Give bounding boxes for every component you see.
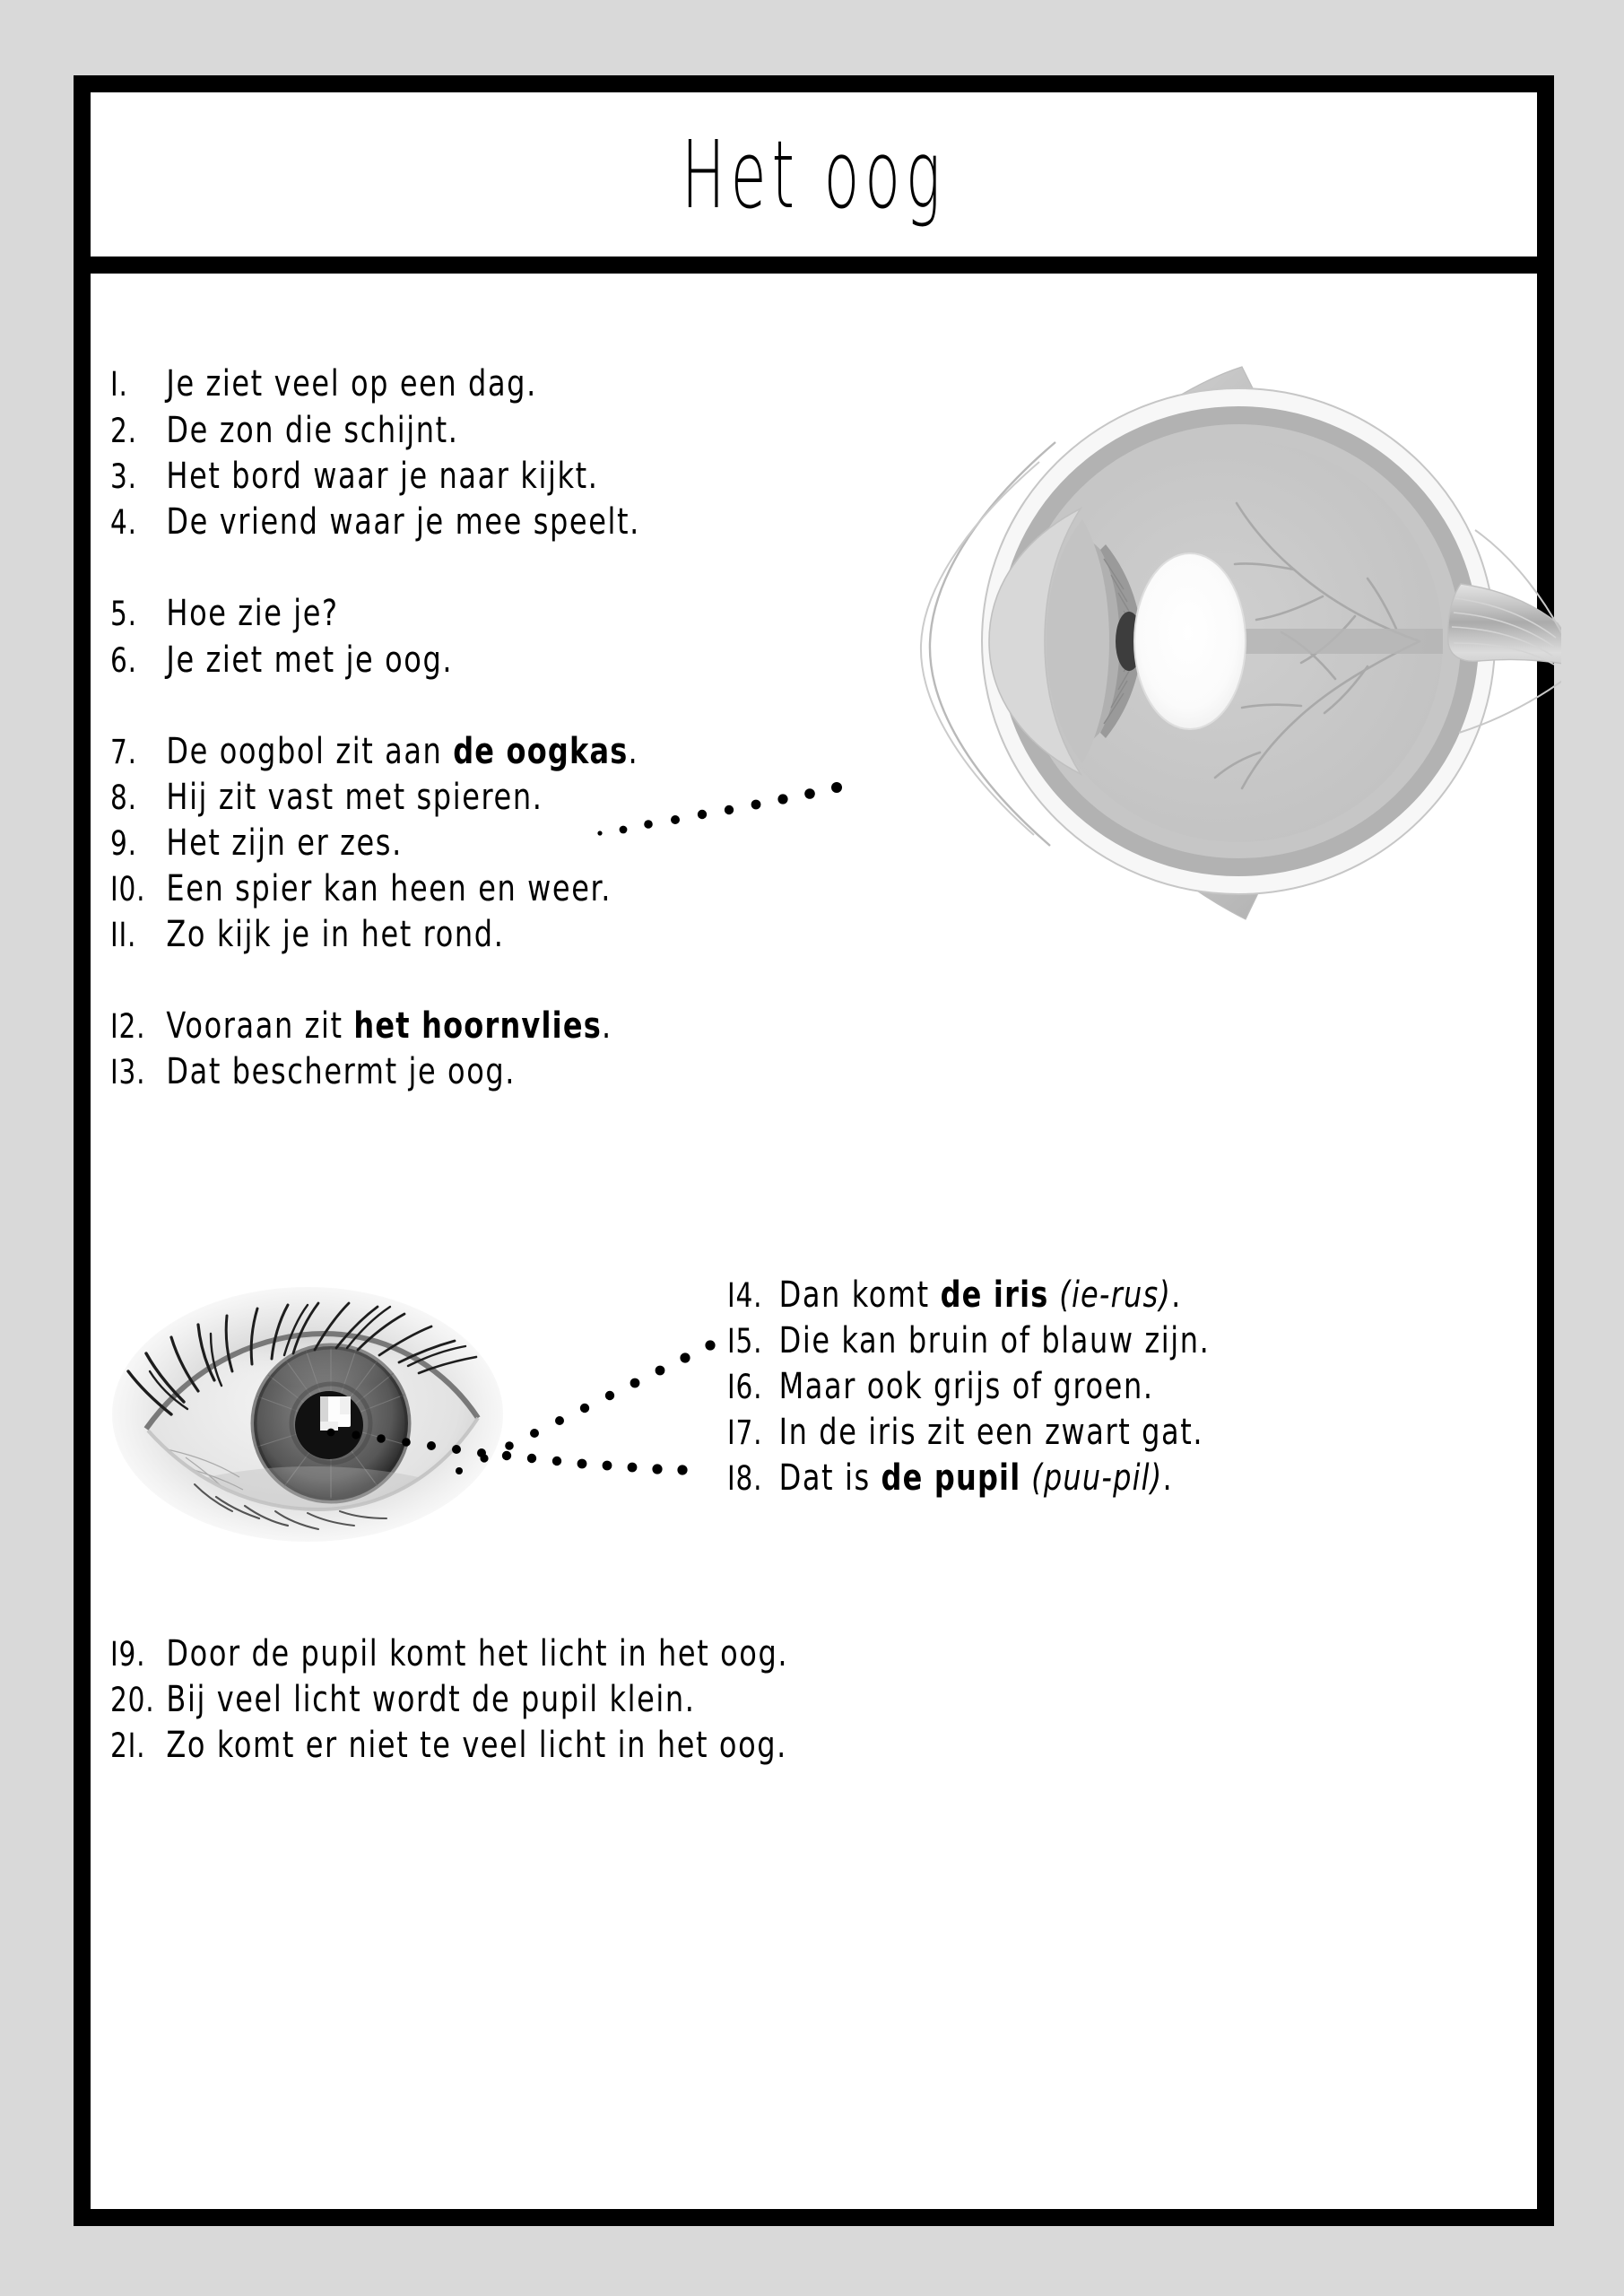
worksheet-line-10: [110, 868, 612, 909]
leader-to-oogkas: [593, 758, 889, 857]
worksheet-content: [91, 274, 1571, 2226]
line-number: 2.: [110, 412, 137, 450]
line-number: 9.: [110, 824, 137, 863]
line-number: 8.: [110, 778, 137, 817]
worksheet-line-20: [110, 1679, 696, 1720]
line-text: Hij zit vast met spieren.: [166, 777, 543, 818]
worksheet-line-1: [110, 363, 537, 404]
line-number: II.: [110, 916, 137, 954]
line-number: I0.: [110, 870, 146, 909]
worksheet-line-7: [110, 731, 638, 772]
line-text: Zo kijk je in het rond.: [166, 914, 505, 955]
line-number: I6.: [727, 1368, 763, 1406]
line-number: I2.: [110, 1007, 146, 1046]
line-text: Zo komt er niet te veel licht in het oog.: [166, 1725, 787, 1766]
line-number: I8.: [727, 1459, 763, 1498]
worksheet-line-21: [110, 1725, 787, 1766]
line-text: Die kan bruin of blauw zijn.: [778, 1320, 1211, 1361]
worksheet-line-5: [110, 593, 339, 634]
worksheet-line-4: [110, 501, 640, 543]
worksheet-line-6: [110, 639, 453, 681]
line-number: 2I.: [110, 1726, 146, 1765]
content-box: [74, 274, 1554, 2226]
line-text: De zon die schijnt.: [166, 410, 459, 451]
worksheet-line-8: [110, 777, 543, 818]
line-text: In de iris zit een zwart gat.: [778, 1412, 1204, 1453]
line-number: 3.: [110, 457, 137, 496]
line-text: Het zijn er zes.: [166, 822, 403, 864]
line-text: Dat beschermt je oog.: [166, 1051, 517, 1092]
line-text: Je ziet met je oog.: [166, 639, 454, 681]
line-text: Maar ook grijs of groen.: [778, 1366, 1154, 1407]
worksheet-line-11: [110, 914, 504, 955]
line-number: I5.: [727, 1322, 763, 1361]
eyeball-cross-section: [880, 327, 1561, 955]
line-text: De vriend waar je mee speelt.: [166, 501, 640, 543]
line-number: 5.: [110, 595, 137, 633]
line-text: Je ziet veel op een dag.: [166, 363, 537, 404]
worksheet-line-12: [110, 1005, 612, 1047]
line-number: I7.: [727, 1413, 763, 1452]
worksheet-line-14: [727, 1274, 1182, 1316]
worksheet-line-18: [727, 1457, 1173, 1499]
line-text: Hoe zie je?: [166, 593, 339, 634]
optic-nerve: [1448, 584, 1561, 670]
line-text: Vooraan zit het hoornvlies.: [166, 1005, 612, 1047]
line-text: Dat is de pupil (puu-pil).: [778, 1457, 1174, 1499]
worksheet-line-19: [110, 1633, 788, 1674]
lens: [1134, 553, 1246, 729]
line-number: I4.: [727, 1276, 763, 1315]
line-text: Bij veel licht wordt de pupil klein.: [166, 1679, 696, 1720]
title-box: [74, 75, 1554, 274]
eye-photograph: [109, 1278, 512, 1547]
line-number: 7.: [110, 733, 137, 771]
line-number: I9.: [110, 1635, 146, 1674]
worksheet-line-2: [110, 410, 459, 451]
line-text: De oogbol zit aan de oogkas.: [166, 731, 639, 772]
line-number: 20.: [110, 1681, 155, 1719]
worksheet-line-16: [727, 1366, 1154, 1407]
line-number: 4.: [110, 503, 137, 542]
line-number: 6.: [110, 641, 137, 680]
page-title: Het oog: [682, 119, 946, 230]
line-number: I.: [110, 365, 128, 404]
worksheet-line-15: [727, 1320, 1210, 1361]
worksheet-line-13: [110, 1051, 516, 1092]
line-number: I3.: [110, 1053, 146, 1091]
worksheet-line-17: [727, 1412, 1203, 1453]
worksheet-line-3: [110, 456, 599, 497]
line-text: Dan komt de iris (ie-rus).: [778, 1274, 1182, 1316]
line-text: Het bord waar je naar kijkt.: [166, 456, 599, 497]
line-text: Door de pupil komt het licht in het oog.: [166, 1633, 789, 1674]
worksheet-line-9: [110, 822, 403, 864]
line-text: Een spier kan heen en weer.: [166, 868, 612, 909]
